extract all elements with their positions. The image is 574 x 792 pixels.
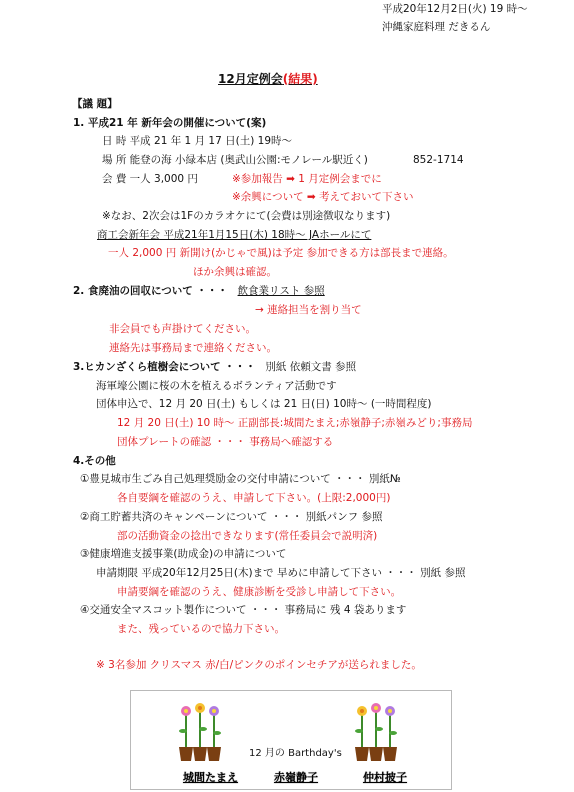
- item1-chamber-note1: 一人 2,000 円 新開け(かじゃで風)は予定 参加できる方は部長まで連絡。: [108, 247, 454, 259]
- title-main: 12月定例会: [218, 72, 283, 86]
- item4-sub1: ①豊見城市生ごみ自己処理奨励金の交付申請について ・・・ 別紙№: [80, 473, 401, 485]
- birthday-name-3: 仲村披子: [363, 771, 407, 784]
- item1-chamber-note2: ほか余興は確認。: [193, 266, 277, 278]
- birthday-frame: [130, 690, 452, 790]
- item4-sub3-deadline: 申請期限 平成20年12月25日(木)まで 早めに申請して下さい ・・・ 別紙 参照: [96, 567, 466, 579]
- item3-note1: 12 月 20 日(土) 10 時～ 正副部長:城間たまえ;赤嶺静子;赤嶺みどり;事務局: [117, 417, 473, 429]
- flower-pots-right-image: [353, 699, 399, 765]
- item4-sub3-note: 申請要綱を確認のうえ、健康診断を受診し申請して下さい。: [117, 586, 402, 598]
- item3-note2: 団体プレートの確認 ・・・ 事務局へ確認する: [117, 436, 334, 448]
- item4-sub2-note: 部の活動資金の捻出できなります(常任委員会で説明済): [117, 530, 378, 542]
- item1-phone: 852-1714: [413, 154, 464, 166]
- item4-heading: 4.その他: [73, 455, 116, 467]
- item4-sub4: ④交通安全マスコット製作について ・・・ 事務局に 残 4 袋あります: [80, 604, 407, 616]
- item1-fee: 会 費 一人 3,000 円: [102, 173, 198, 185]
- item1-heading: 1. 平成21 年 新年会の開催について(案): [73, 117, 267, 129]
- page-title: [218, 72, 318, 86]
- meeting-venue: 沖縄家庭料理 だきるん: [382, 21, 491, 33]
- item3-line1: 海軍壕公園に桜の木を植えるボランティア活動です: [96, 380, 337, 392]
- item2-heading-text: 2. 食廃油の回収について ・・・: [73, 285, 228, 297]
- item4-sub2: ②商工貯蓄共済のキャンペーンについて ・・・ 別紙パンフ 参照: [80, 511, 383, 523]
- item2-note-arrow: → 連絡担当を割り当て: [255, 304, 362, 316]
- meeting-datetime: 平成20年12月2日(火) 19 時～: [382, 3, 528, 15]
- item2-note1: 非会員でも声掛けてください。: [109, 323, 256, 335]
- birthday-caption: 12 月の Barthday's: [249, 748, 342, 759]
- item3-heading: [73, 360, 356, 374]
- item3-line2: 団体申込で、12 月 20 日(土) もしくは 21 日(日) 10時～ (一時間程度): [96, 398, 432, 410]
- item2-heading-link: 飲食業リスト 参照: [237, 285, 325, 297]
- flower-pots-left-image: [177, 699, 223, 765]
- christmas-note: ※ 3名参加 クリスマス 赤/白/ピンクのポインセチアが送られました。: [96, 659, 422, 671]
- birthday-name-2: 赤嶺静子: [274, 771, 318, 784]
- agenda-heading: 【議 題】: [72, 98, 118, 110]
- item3-heading-ref: 別紙 依頼文書 参照: [265, 361, 357, 373]
- item1-fee-note1: ※参加報告 ➡ 1 月定例会までに: [232, 173, 382, 185]
- item4-sub4-note: また、残っているので協力下さい。: [117, 623, 285, 635]
- item1-fee-note2: ※余興について ➡ 考えておいて下さい: [232, 191, 414, 203]
- item2-heading: [73, 284, 325, 298]
- birthday-name-1: 城間たまえ: [183, 771, 238, 784]
- item1-date: 日 時 平成 21 年 1 月 17 日(土) 19時～: [102, 135, 292, 147]
- item1-second-party: ※なお、2次会は1Fのカラオケにて(会費は別途徴収なります): [102, 210, 391, 222]
- item1-chamber-event: 商工会新年会 平成21年1月15日(木) 18時～ JAホールにて: [97, 229, 372, 241]
- item2-note2: 連絡先は事務局まで連絡ください。: [109, 342, 277, 354]
- item1-place: 場 所 能登の海 小緑本店 (奥武山公園:モノレール駅近く): [102, 154, 368, 166]
- title-result: (結果): [282, 72, 318, 86]
- item4-sub1-note: 各自要綱を確認のうえ、申請して下さい。(上限:2,000円): [117, 492, 391, 504]
- item3-heading-text: 3.ヒカンざくら植樹会について ・・・: [73, 361, 256, 373]
- item4-sub3: ③健康増進支援事業(助成金)の申請について: [80, 548, 287, 560]
